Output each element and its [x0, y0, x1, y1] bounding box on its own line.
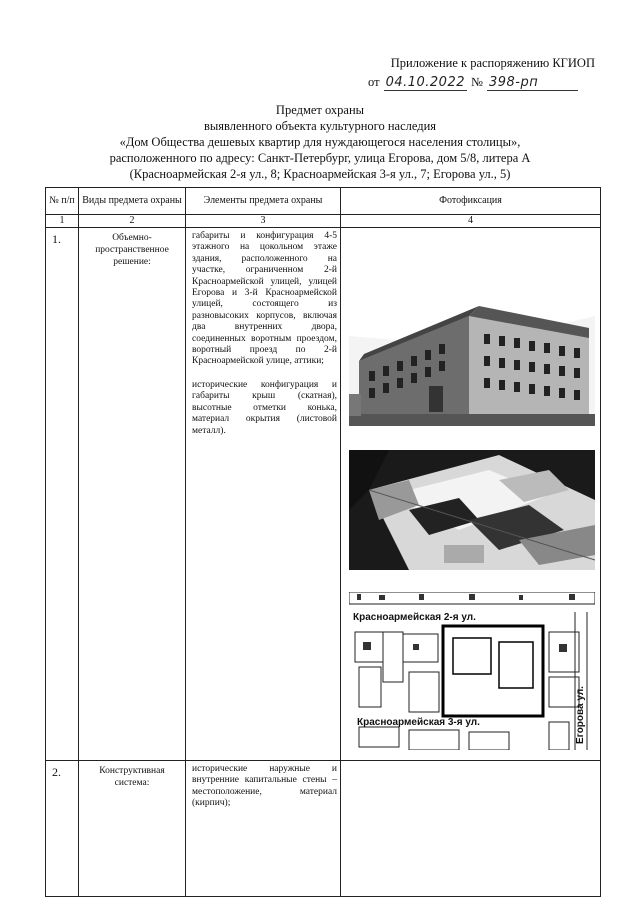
table-row	[46, 761, 601, 897]
order-date-number	[368, 75, 595, 91]
title-line-1: Предмет охраны	[275, 103, 365, 117]
aerial-roof-photo	[349, 450, 595, 570]
row-type: Конструктивная система:	[79, 761, 186, 897]
row-number: 2.	[46, 761, 79, 897]
handwritten-date: 04.10.2022	[385, 75, 465, 90]
title-line-3: «Дом Общества дешевых квартир для нуждающегося населения столицы»,	[119, 135, 521, 149]
title-line-2: выявленного объекта культурного наследия	[203, 119, 437, 133]
photo-cell	[341, 761, 601, 897]
column-number: 1	[46, 215, 79, 228]
site-map	[349, 592, 595, 750]
row-number: 1.	[46, 228, 79, 761]
map-street-top: Красноармейская 2-я ул.	[353, 612, 476, 623]
appendix-header	[345, 56, 595, 91]
column-number: 2	[79, 215, 186, 228]
column-number-row	[46, 215, 601, 228]
document-title	[0, 102, 640, 182]
header-photo: Фотофиксация	[341, 188, 601, 215]
photo-cell	[341, 228, 601, 761]
map-street-bottom: Красноармейская 3-я ул.	[357, 717, 480, 728]
column-number: 4	[341, 215, 601, 228]
column-number: 3	[186, 215, 341, 228]
table-row	[46, 228, 601, 761]
header-number: № п/п	[46, 188, 79, 215]
appendix-line: Приложение к распоряжению КГИОП	[390, 56, 595, 70]
table-header-row	[46, 188, 601, 215]
date-prefix: от	[368, 75, 380, 89]
header-elements: Элементы предмета охраны	[186, 188, 341, 215]
row-elements	[186, 228, 341, 761]
row-elements-text: исторические конфигурация и габариты крыш (скатная), высотные отметки конька, материал окрытия (листовой металл).	[192, 379, 337, 436]
handwritten-number: 398-рп	[487, 75, 578, 91]
row-elements-text: исторические наружные и внутренние капитальные стены – местоположение, материал (кирпич);	[192, 764, 337, 809]
title-line-5: (Красноармейская 2-я ул., 8; Красноармейская 3-я ул., 7; Егорова ул., 5)	[129, 167, 511, 181]
row-type: Объемно-пространственное решение:	[79, 228, 186, 761]
header-type: Виды предмета охраны	[79, 188, 186, 215]
protection-subject-table	[45, 187, 601, 897]
row-elements-text: габариты и конфигурация 4-5 этажного на цокольном этаже здания, расположенного на участке, ограниченном 2-й Красноармейской улицей, улицей Егорова и 3-й Красноармейской улицей, состоящего из разновысоких корпусов, включая два внутренних двора, соединенных воротным проездом, воротный проезд по 2-й Красноармейской улице, аттики;	[192, 231, 337, 367]
title-line-4: расположенного по адресу: Санкт-Петербург, улица Егорова, дом 5/8, литера А	[109, 151, 531, 165]
row-elements	[186, 761, 341, 897]
map-street-right: Егорова ул.	[575, 686, 586, 744]
building-photo	[349, 276, 595, 426]
number-prefix: №	[471, 75, 483, 89]
